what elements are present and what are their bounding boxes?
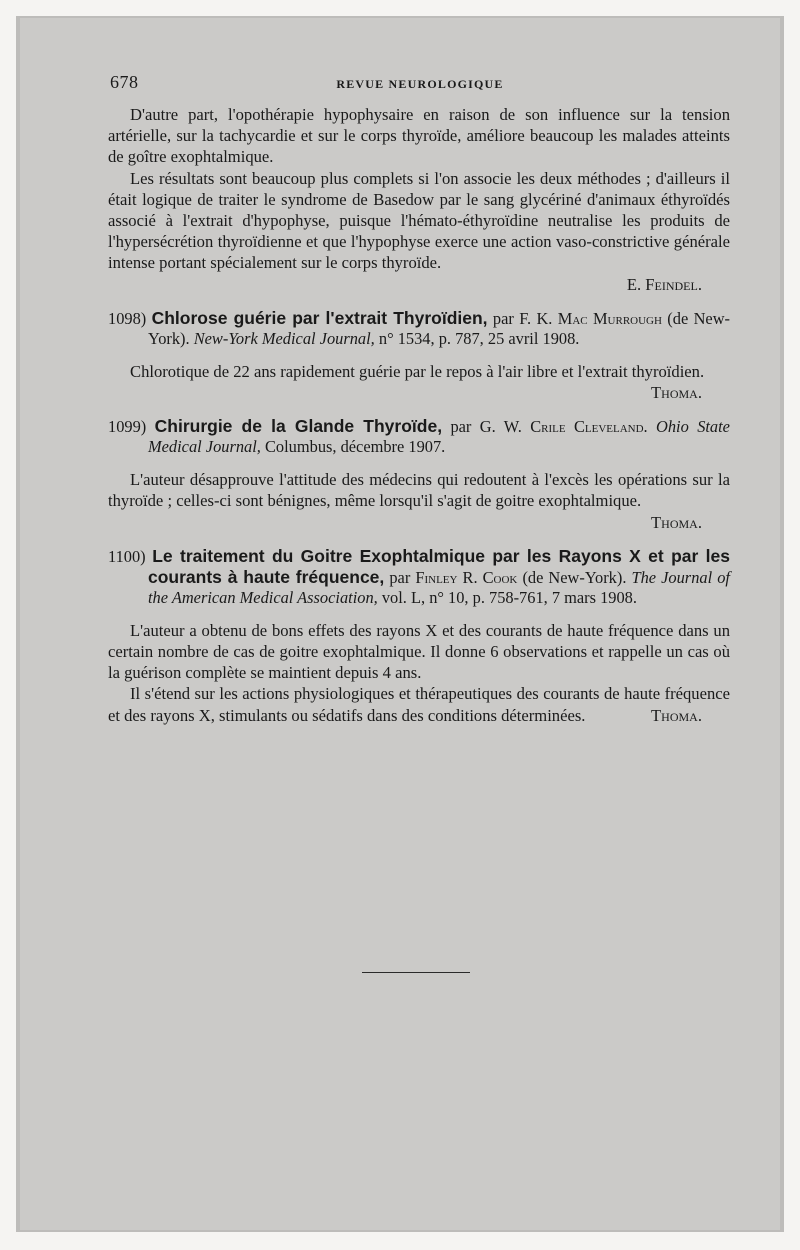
- journal-reference: Columbus, décembre 1907.: [265, 437, 446, 457]
- page-number: 678: [110, 72, 139, 92]
- article-1098-abstract: Chlorotique de 22 ans rapidement guérie par le repos à l'air libre et l'extrait thyroïdien.: [130, 361, 705, 381]
- article-1100-abstract-1: L'auteur a obtenu de bons effets des rayons X et des courants de haute fréquence dans un certain nombre de cas de goitre exophtalmique. Il donne 6 observations et rappelle un cas où la guérison complète se maintient depuis 4 ans.: [108, 620, 730, 683]
- journal-name: The Journal of the American Medical Association,: [148, 567, 730, 607]
- article-1099-signature-line: [108, 512, 730, 533]
- running-title: REVUE NEUROLOGIQUE: [336, 77, 504, 91]
- article-number: 1100): [108, 546, 146, 566]
- signature-thoma: Thoma.: [651, 512, 702, 532]
- journal-reference: n° 1534, p. 787, 25 avril 1908.: [378, 328, 580, 348]
- author-prefix: par G. W.: [450, 417, 522, 437]
- journal-name: New-York Medical Journal,: [193, 328, 375, 348]
- author-name: Crile Cleveland.: [530, 417, 648, 437]
- author-name: Finley R. Cook: [415, 567, 518, 587]
- signature-thoma: Thoma.: [651, 383, 702, 403]
- article-title: Le traitement du Goitre Exophtalmique par les Rayons X et par les courants à haute fréquence,: [148, 545, 730, 587]
- page-header: [110, 72, 730, 98]
- end-rule-divider: [362, 972, 470, 973]
- article-title: Chirurgie de la Glande Thyroïde,: [154, 416, 443, 437]
- article-number: 1098): [108, 308, 147, 328]
- intro-paragraph-2-text: Les résultats sont beaucoup plus complets si l'on associe les deux méthodes ; d'ailleurs il était logique de traiter le syndrome de Basedow par le sang glycériné d'animaux éthyroïdés associé à l'extrait d'hypophyse, puisque l'hémato-éthyroïdine neutralise les produits de l'hypersécrétion thyroïdienne et que l'hypophyse exerce une action vaso-constrictive générale intense portant spécialement sur le corps thyroïde.: [108, 168, 730, 273]
- journal-name-part2: State Medical Journal,: [148, 417, 730, 457]
- journal-reference: vol. L, n° 10, p. 758-761, 7 mars 1908.: [381, 587, 637, 607]
- article-number: 1099): [108, 417, 147, 437]
- signature-feindel: E. Feindel.: [626, 274, 702, 294]
- article-1098-heading: [108, 308, 730, 349]
- article-title: Chlorose guérie par l'extrait Thyroïdien,: [151, 307, 488, 328]
- article-1099-abstract: L'auteur désapprouve l'attitude des médecins qui redoutent à l'excès les opérations sur la thyroïde ; celles-ci sont bénignes, même lorsqu'il s'agit de goitre exophtalmique.: [108, 470, 730, 511]
- page-body: [108, 104, 730, 726]
- author-location: (de New-York).: [148, 308, 730, 348]
- author-prefix: par: [389, 567, 411, 587]
- journal-name-part1: Ohio: [656, 417, 689, 437]
- article-1099-heading: [108, 416, 730, 457]
- intro-paragraph-1: D'autre part, l'opothérapie hypophysaire en raison de son influence sur la tension artérielle, sur la tachycardie et sur le corps thyroïde, améliore beaucoup les malades atteints de goître exophtalmique.: [108, 105, 730, 167]
- author-location: (de New-York).: [522, 567, 627, 587]
- article-1098-signature-line: [108, 382, 730, 403]
- signature-thoma: Thoma.: [651, 705, 702, 725]
- author-name: Mac Murrough: [557, 308, 662, 328]
- article-1100-heading: [108, 546, 730, 608]
- article-1100-abstract-2: Il s'étend sur les actions physiologiques et thérapeutiques des courants de haute fréquence et des rayons X, stimulants ou sédatifs dans des conditions déterminées.: [108, 684, 730, 725]
- intro-paragraph-2: [108, 168, 730, 274]
- author-prefix: par F. K.: [492, 308, 553, 328]
- intro-signature-line: [108, 274, 730, 295]
